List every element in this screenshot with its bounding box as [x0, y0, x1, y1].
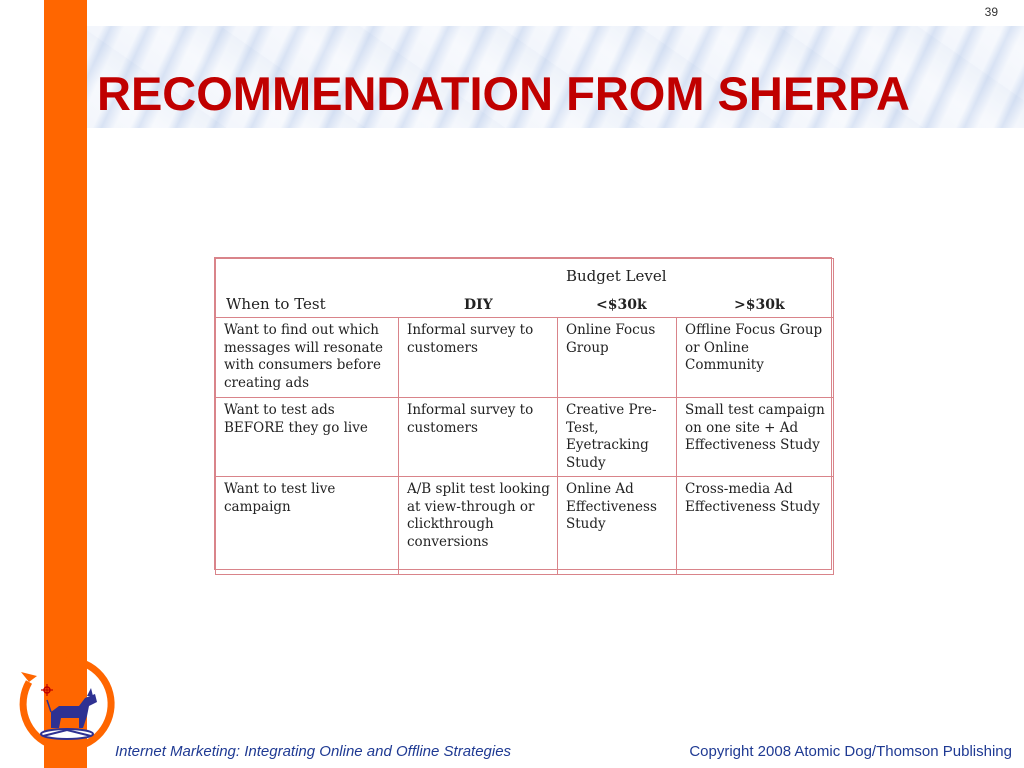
table	[215, 258, 834, 575]
table-cell: Offline Focus Group or Online Community	[677, 318, 834, 398]
table-row	[216, 398, 834, 477]
table-cell: Want to find out which messages will resonate with consumers before creating ads	[216, 318, 399, 398]
table-row	[216, 318, 834, 398]
table-cell: Want to test live campaign	[216, 477, 399, 575]
table-row	[216, 477, 834, 575]
budget-level-label: Budget Level	[566, 267, 667, 285]
table-cell: Informal survey to customers	[399, 398, 558, 477]
atomic-dog-logo-icon	[17, 654, 117, 754]
table-header-row	[216, 259, 834, 318]
table-cell: Online Ad Effectiveness Study	[558, 477, 677, 575]
table-cell: Informal survey to customers	[399, 318, 558, 398]
recommendation-table	[214, 257, 832, 570]
column-header-over-30k: >$30k	[734, 296, 785, 313]
column-header-under-30k: <$30k	[596, 296, 647, 313]
footer-book-title: Internet Marketing: Integrating Online and Offline Strategies	[115, 743, 512, 760]
accent-bar	[44, 0, 87, 768]
table-cell: Small test campaign on one site + Ad Effectiveness Study	[677, 398, 834, 477]
table-cell: Want to test ads BEFORE they go live	[216, 398, 399, 477]
table-cell: Creative Pre-Test, Eyetracking Study	[558, 398, 677, 477]
table-cell: Cross-media Ad Effectiveness Study	[677, 477, 834, 575]
slide-title: RECOMMENDATION FROM SHERPA	[97, 67, 910, 120]
table-header	[216, 259, 834, 318]
page-number: 39	[984, 5, 998, 19]
footer-copyright: Copyright 2008 Atomic Dog/Thomson Publishing	[689, 743, 1012, 760]
table-cell: A/B split test looking at view-through or clickthrough conversions	[399, 477, 558, 575]
table-cell: Online Focus Group	[558, 318, 677, 398]
column-header-diy: DIY	[464, 296, 493, 313]
column-header-when: When to Test	[226, 294, 326, 313]
